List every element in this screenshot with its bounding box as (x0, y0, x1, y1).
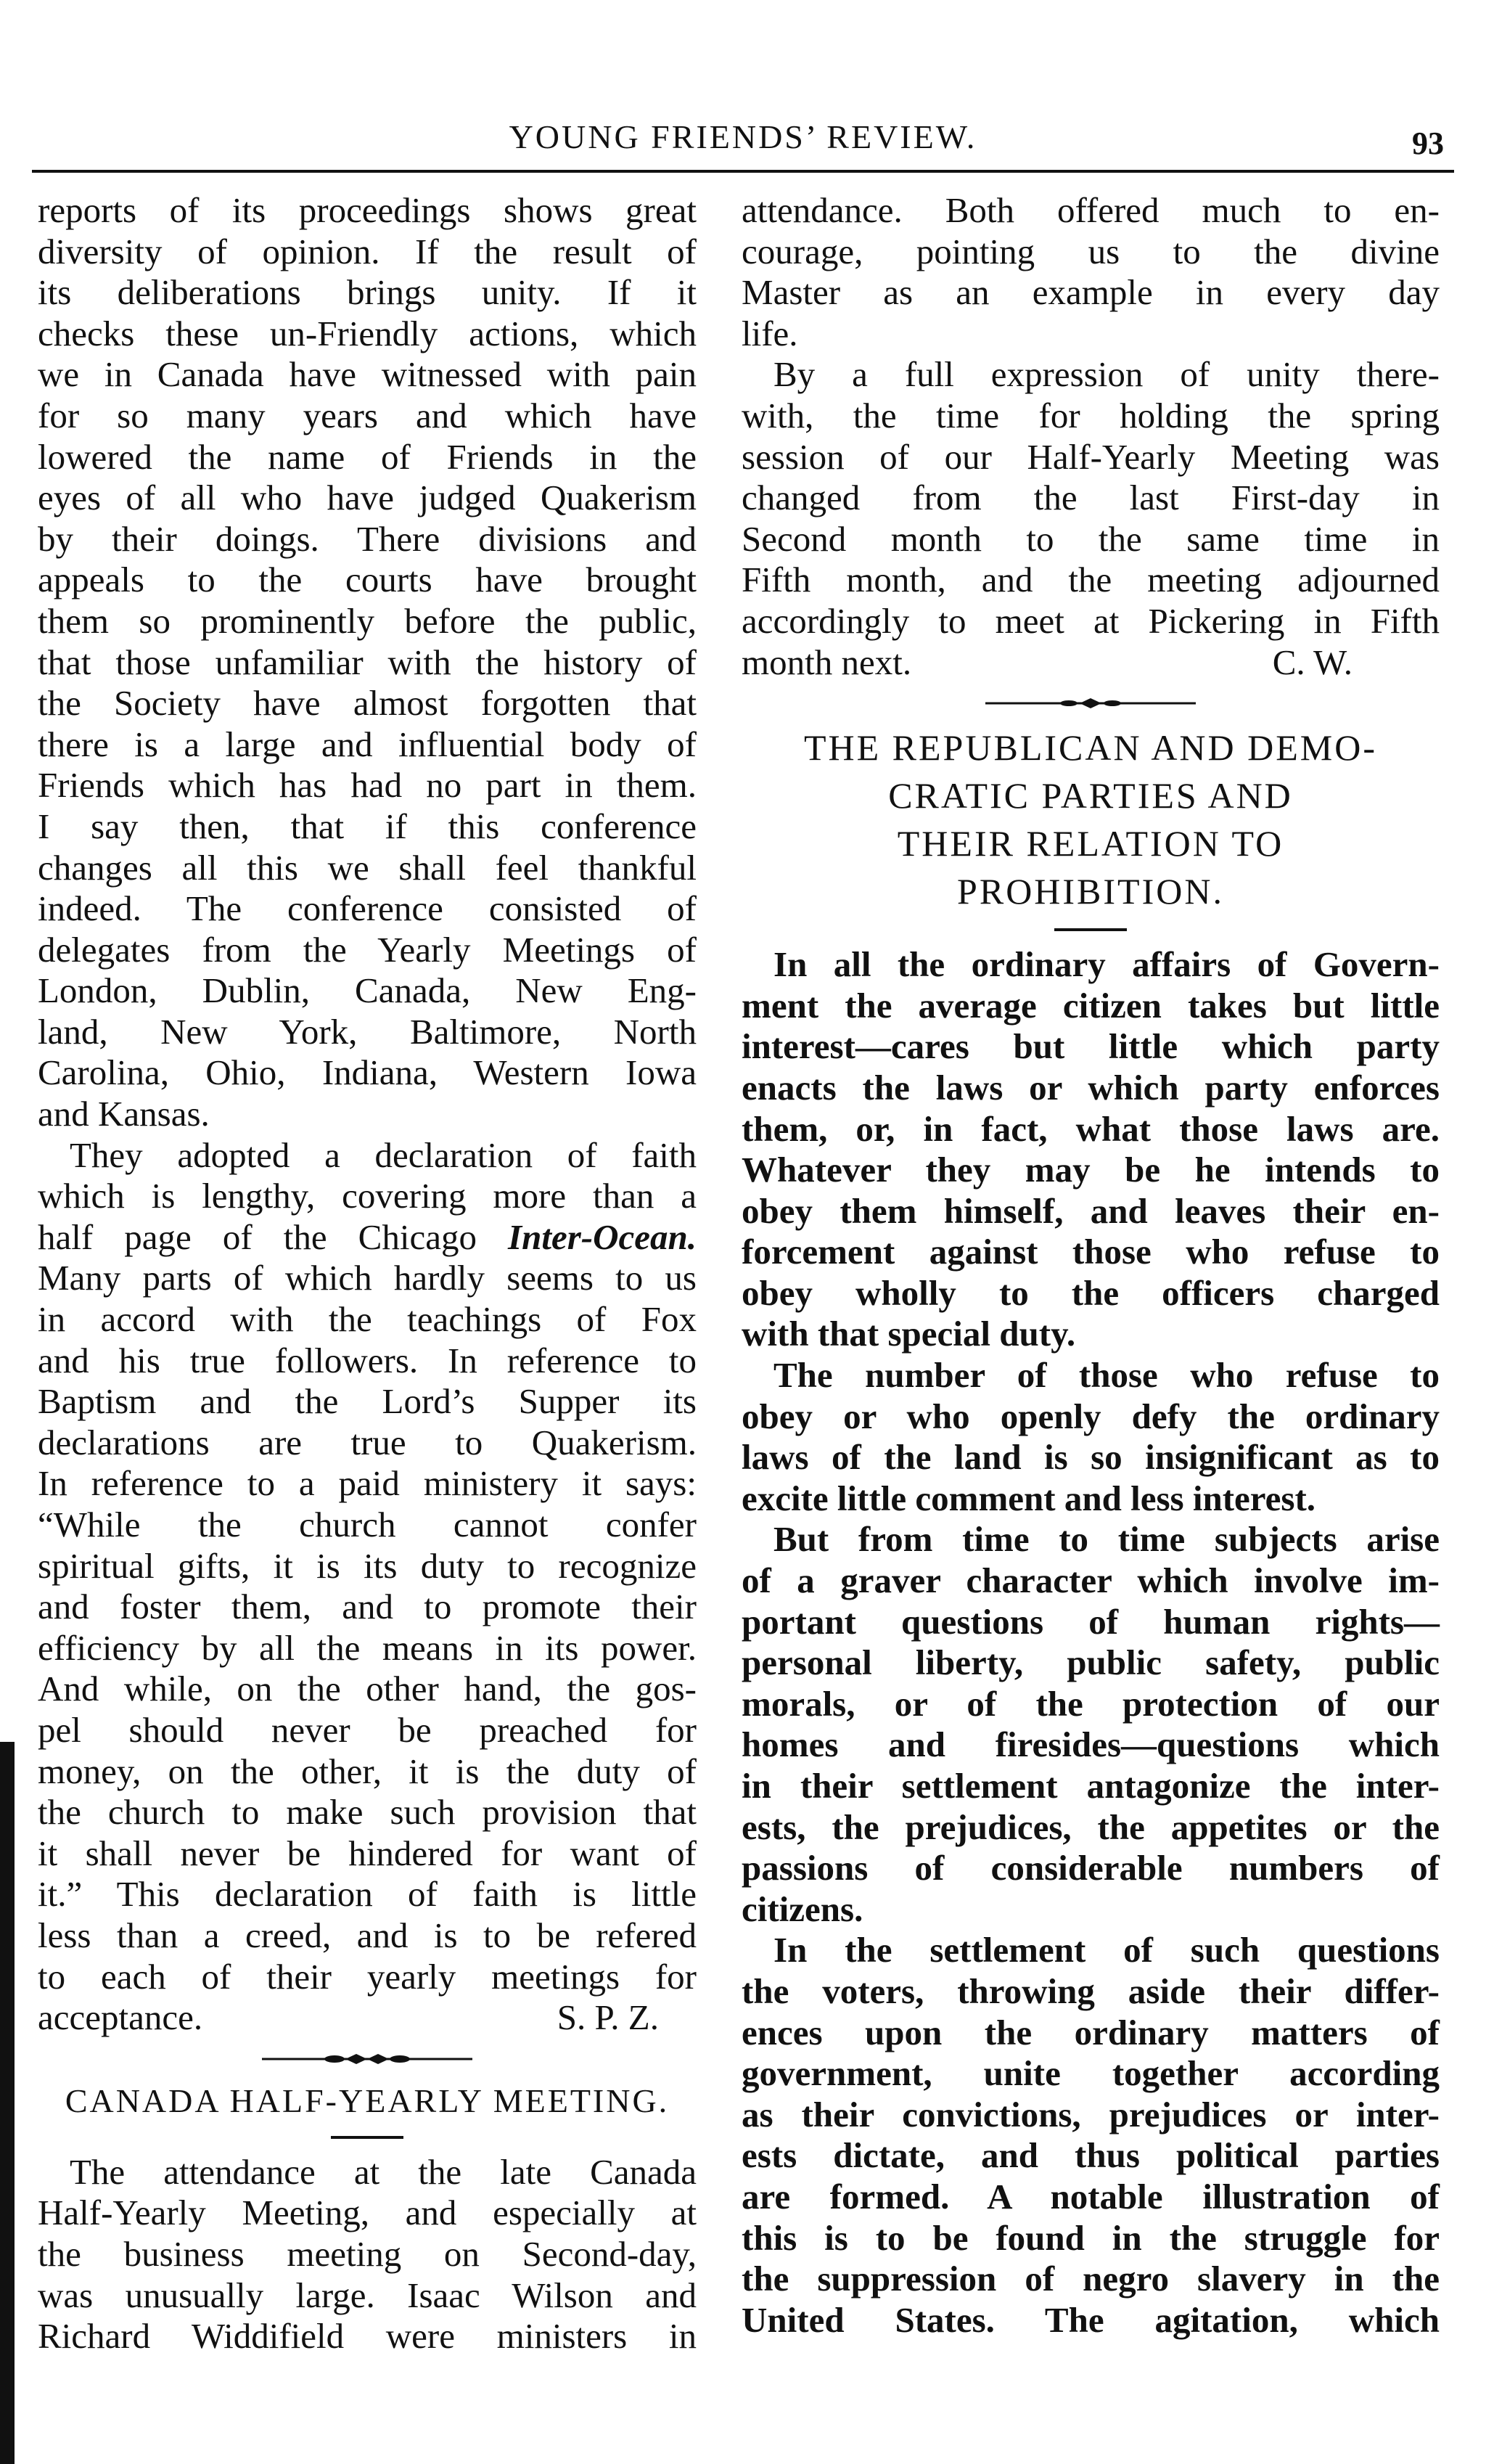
paragraph-last-line: life. (742, 313, 798, 353)
paragraph-last-line: acceptance. (38, 1997, 203, 2038)
paragraph-settlement (742, 1971, 1440, 2341)
paragraph-graver-first-line: But from time to time subjects arise (773, 1519, 1440, 1560)
text-line: are formed. A notable illustration of (742, 2176, 1440, 2217)
paragraph-settlement-first-line: In the settlement of such questions (773, 1930, 1440, 1970)
text-line: money, on the other, it is the duty of (38, 1751, 697, 1791)
text-line: its deliberations brings unity. If it (38, 272, 697, 313)
text-line: Baptism and the Lord’s Supper its (38, 1381, 697, 1422)
rule-line (1054, 928, 1127, 931)
text-line: reports of its proceedings shows great (38, 190, 697, 230)
text-line: in accord with the teachings of Fox (38, 1299, 697, 1340)
paragraph-affairs (742, 986, 1440, 1314)
text-line: Carolina, Ohio, Indiana, Western Iowa (38, 1052, 697, 1093)
text-line: was unusually large. Isaac Wilson and (38, 2275, 697, 2315)
text-line: it shall never be hindered for want of (38, 1833, 697, 1873)
text-line: changes all this we shall feel thankful (38, 847, 697, 888)
ornament-icon (985, 696, 1196, 711)
paragraph-attendance-first-line: The attendance at the late Canada (70, 2151, 697, 2192)
text-line: Richard Widdifield were ministers in (38, 2316, 697, 2357)
text-line: land, New York, Baltimore, North (38, 1011, 697, 1052)
text-line: eyes of all who have judged Quakerism (38, 478, 697, 518)
text-line: United States. The agitation, which (742, 2299, 1440, 2340)
text-line: with, the time for holding the spring (742, 395, 1440, 435)
text-line: indeed. The conference consisted of (38, 888, 697, 929)
text-line: courage, pointing us to the divine (742, 231, 1440, 271)
text-line: London, Dublin, Canada, New Eng- (38, 970, 697, 1011)
text-line: the Society have almost forgotten that (38, 683, 697, 724)
text-line: there is a large and influential body of (38, 724, 697, 764)
text-line: forcement against those who refuse to (742, 1232, 1440, 1272)
text-line: attendance. Both offered much to en- (742, 190, 1440, 230)
text-line: obey wholly to the officers charged (742, 1272, 1440, 1313)
paragraph-proceedings (38, 190, 697, 1135)
text-line: them so prominently before the public, (38, 600, 697, 641)
text-line: ests dictate, and thus political parties (742, 2135, 1440, 2176)
text-line: Friends which has had no part in them. (38, 765, 697, 806)
text-line: we in Canada have witnessed with pain (38, 354, 697, 395)
text-line: the suppression of negro slavery in the (742, 2259, 1440, 2299)
text-line: checks these un-Friendly actions, which (38, 313, 697, 353)
text-line: And while, on the other hand, the gos- (38, 1669, 697, 1709)
text-line: this is to be found in the struggle for (742, 2217, 1440, 2258)
paragraph-attendance (38, 2193, 697, 2357)
text-line: Whatever they may be he intends to (742, 1150, 1440, 1190)
text-line: as their convictions, prejudices or inter- (742, 2094, 1440, 2134)
text-line: Master as an example in every day (742, 272, 1440, 313)
ornament-icon (262, 2052, 472, 2066)
text-line: “While the church cannot confer (38, 1505, 697, 1544)
text-line: Second month to the same time in (742, 518, 1440, 559)
text-line: morals, or of the protection of our (742, 1683, 1440, 1724)
heading-line: THEIR RELATION TO (897, 823, 1284, 864)
text-line: the voters, throwing aside their differ- (742, 1970, 1440, 2011)
text-line: declarations are true to Quakerism. (38, 1422, 697, 1462)
text-line: for so many years and which have (38, 395, 697, 435)
paragraph-unity (742, 396, 1440, 642)
text-line: obey or who openly defy the ordinary (742, 1396, 1440, 1436)
text-line: obey them himself, and leaves their en- (742, 1190, 1440, 1231)
paragraph-unity-first-line: By a full expression of unity there- (773, 354, 1440, 395)
text-line: accordingly to meet at Pickering in Fifth (742, 600, 1440, 641)
paragraph-declaration (38, 1258, 697, 1997)
text-line: by their doings. There divisions and (38, 518, 697, 559)
text-line: enacts the laws or which party enforces (742, 1067, 1440, 1108)
page-header (32, 109, 1454, 167)
paragraph-affairs-first-line: In all the ordinary affairs of Govern- (773, 944, 1440, 985)
right-column (742, 190, 1440, 2341)
article-body (742, 944, 1440, 2341)
paragraph-declaration-line: which is lengthy, covering more than a (38, 1176, 697, 1216)
text-line: in their settlement antagonize the inter- (742, 1766, 1440, 1806)
header-rule (32, 170, 1454, 173)
text-line: Fifth month, and the meeting adjourned (742, 560, 1440, 600)
heading-line: CRATIC PARTIES AND (888, 775, 1293, 816)
text-line: delegates from the Yearly Meetings of (38, 929, 697, 970)
text-line: them, or, in fact, what those laws are. (742, 1108, 1440, 1149)
text-line: portant questions of human rights— (742, 1601, 1440, 1642)
paragraph-last-line: with that special duty. (742, 1314, 1076, 1354)
heading-rule (38, 2123, 697, 2152)
text-line: personal liberty, public safety, public (742, 1642, 1440, 1683)
text-line: ests, the prejudices, the appetites or the (742, 1806, 1440, 1847)
rule-line (331, 2136, 403, 2139)
text-line: diversity of opinion. If the result of (38, 231, 697, 271)
text-line: spiritual gifts, it is its duty to recognize (38, 1545, 697, 1586)
newspaper-title: Inter-Ocean. (508, 1216, 697, 1257)
text-line: government, unite together according (742, 2053, 1440, 2094)
paragraph-declaration-line (38, 1217, 697, 1258)
paragraph-declaration-first-line: They adopted a declaration of faith (70, 1134, 697, 1175)
text-line: In reference to a paid ministery it says: (38, 1463, 697, 1504)
paragraph-continued (742, 190, 1440, 314)
text-line: homes and firesides—questions which (742, 1724, 1440, 1765)
text-line: and foster them, and to promote their (38, 1587, 697, 1627)
text-line: interest—cares but little which party (742, 1026, 1440, 1067)
text-line: passions of considerable numbers of (742, 1848, 1440, 1888)
paragraph-last-line: citizens. (742, 1888, 863, 1929)
text-line: ences upon the ordinary matters of (742, 2012, 1440, 2052)
paragraph-last-line: excite little comment and less interest. (742, 1478, 1316, 1518)
signature-line (38, 1997, 697, 2039)
text-run: half page of the Chicago (38, 1216, 509, 1257)
heading-line: THE REPUBLICAN AND DEMO- (803, 727, 1378, 769)
binding-edge (0, 1742, 15, 2464)
text-line: laws of the land is so insignificant as to (742, 1437, 1440, 1478)
paragraph-last-line: month next. (742, 642, 912, 682)
text-line: and his true followers. In reference to (38, 1340, 697, 1380)
text-line: it.” This declaration of faith is little (38, 1874, 697, 1915)
text-line: that those unfamiliar with the history of (38, 642, 697, 682)
ornamental-divider (38, 2039, 697, 2079)
text-line: to each of their yearly meetings for (38, 1956, 697, 1997)
section-heading: CANADA HALF-YEARLY MEETING. (65, 2082, 670, 2119)
paragraph-graver (742, 1560, 1440, 1889)
article-heading (742, 724, 1440, 915)
paragraph-number-first-line: The number of those who refuse to (773, 1355, 1440, 1396)
page-number: 93 (1412, 126, 1444, 161)
text-line: efficiency by all the means in its power. (38, 1627, 697, 1668)
text-line: appeals to the courts have brought (38, 560, 697, 600)
ornamental-divider (742, 683, 1440, 724)
text-line: lowered the name of Friends in the (38, 436, 697, 477)
signature-line (742, 642, 1440, 684)
heading-rule (742, 915, 1440, 944)
text-line: ment the average citizen takes but little (742, 985, 1440, 1026)
text-line: I say then, that if this conference (38, 806, 697, 846)
author-signature: C. W. (1272, 642, 1353, 682)
text-line: Many parts of which hardly seems to us (38, 1258, 697, 1298)
text-line: session of our Half-Yearly Meeting was (742, 436, 1440, 477)
heading-line: PROHIBITION. (957, 871, 1224, 912)
text-line: the church to make such provision that (38, 1792, 697, 1833)
running-title: YOUNG FRIENDS’ REVIEW. (509, 118, 977, 155)
paragraph-number (742, 1396, 1440, 1478)
text-line: changed from the last First-day in (742, 478, 1440, 518)
text-line: less than a creed, and is to be refered (38, 1915, 697, 1955)
text-line: and Kansas. (38, 1094, 210, 1134)
text-line: pel should never be preached for (38, 1709, 697, 1750)
text-line: Half-Yearly Meeting, and especially at (38, 2193, 697, 2233)
author-signature: S. P. Z. (557, 1997, 659, 2038)
text-line: the business meeting on Second-day, (38, 2233, 697, 2274)
text-line: of a graver character which involve im- (742, 1560, 1440, 1601)
left-column (38, 190, 697, 2357)
